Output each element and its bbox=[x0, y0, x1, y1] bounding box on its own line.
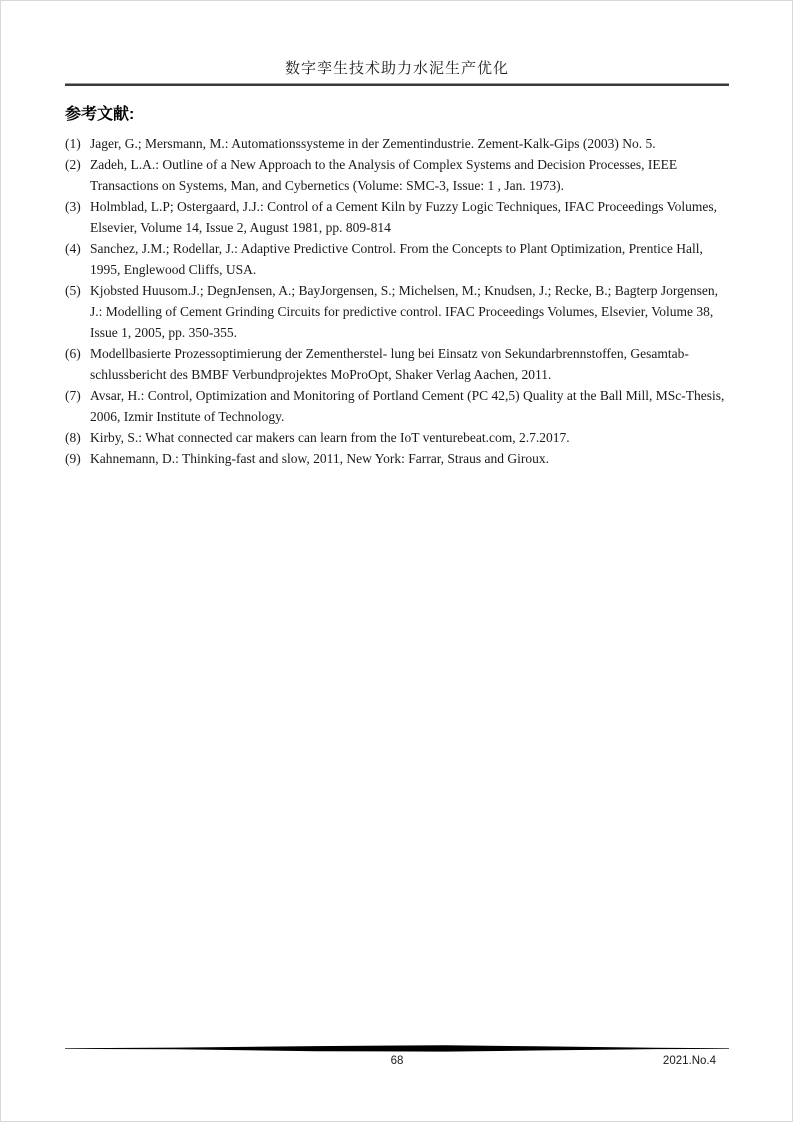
reference-number: (4) bbox=[65, 241, 81, 256]
reference-text: Jager, G.; Mersmann, M.: Automationssysteme in der Zementindustrie. Zement-Kalk-Gips (2003) No. 5. bbox=[90, 136, 656, 151]
reference-number: (1) bbox=[65, 136, 81, 151]
running-head-title: 数字孪生技术助力水泥生产优化 bbox=[284, 61, 509, 77]
reference-item bbox=[65, 238, 729, 280]
reference-text: Avsar, H.: Control, Optimization and Monitoring of Portland Cement (PC 42,5) Quality at the Ball Mill, MSc-Thesis, 2006, Izmir Institute of Technology. bbox=[90, 388, 725, 424]
page-number: 68 bbox=[390, 1055, 404, 1067]
reference-item bbox=[65, 196, 729, 238]
header-rule-divider bbox=[65, 83, 729, 86]
reference-text: Kirby, S.: What connected car makers can learn from the IoT venturebeat.com, 2.7.2017. bbox=[90, 430, 570, 445]
issue-label: 2021.No.4 bbox=[662, 1055, 716, 1067]
footer-tapered-divider bbox=[65, 1044, 729, 1053]
reference-number: (3) bbox=[65, 199, 81, 214]
reference-number: (9) bbox=[65, 451, 81, 466]
reference-text: Sanchez, J.M.; Rodellar, J.: Adaptive Predictive Control. From the Concepts to Plant Optimization, Prentice Hall, 1995, Englewood Cliffs, USA. bbox=[90, 241, 703, 277]
reference-text: Modellbasierte Prozessoptimierung der Zementherstel- lung bei Einsatz von Sekundarbrennstoffen, Gesamtab-schlussbericht des BMBF Verbundprojektes MoProOpt, Shaker Verlag Aachen, 2011. bbox=[90, 346, 689, 382]
page-footer bbox=[65, 1044, 729, 1071]
reference-item bbox=[65, 133, 729, 154]
reference-item bbox=[65, 385, 729, 427]
reference-number: (5) bbox=[65, 283, 81, 298]
reference-item bbox=[65, 343, 729, 385]
references-section bbox=[65, 104, 729, 469]
reference-number: (8) bbox=[65, 430, 81, 445]
references-list bbox=[65, 133, 729, 469]
reference-text: Kjobsted Huusom.J.; DegnJensen, A.; BayJorgensen, S.; Michelsen, M.; Knudsen, J.; Recke, B.; Bagterp Jorgensen, J.: Modelling of Cement Grinding Circuits for predictive control. IFAC Proceedings Volumes, Elsevier, Volume 38, Issue 1, 2005, pp. 350-355. bbox=[90, 283, 718, 340]
reference-text: Zadeh, L.A.: Outline of a New Approach to the Analysis of Complex Systems and Decision Processes, IEEE Transactions on Systems, Man, and Cybernetics (Volume: SMC-3, Issue: 1 , Jan. 1973). bbox=[90, 157, 678, 193]
page-header bbox=[65, 0, 729, 86]
reference-number: (6) bbox=[65, 346, 81, 361]
reference-item bbox=[65, 427, 729, 448]
reference-item bbox=[65, 280, 729, 343]
reference-number: (2) bbox=[65, 157, 81, 172]
reference-number: (7) bbox=[65, 388, 81, 403]
footer-row bbox=[65, 1055, 729, 1071]
references-heading: 参考文献: bbox=[65, 106, 135, 123]
reference-item bbox=[65, 154, 729, 196]
reference-item bbox=[65, 448, 729, 469]
reference-text: Kahnemann, D.: Thinking-fast and slow, 2011, New York: Farrar, Straus and Giroux. bbox=[90, 451, 550, 466]
reference-text: Holmblad, L.P; Ostergaard, J.J.: Control of a Cement Kiln by Fuzzy Logic Techniques, IFAC Proceedings Volumes, Elsevier, Volume 14, Issue 2, August 1981, pp. 809-814 bbox=[90, 199, 717, 235]
